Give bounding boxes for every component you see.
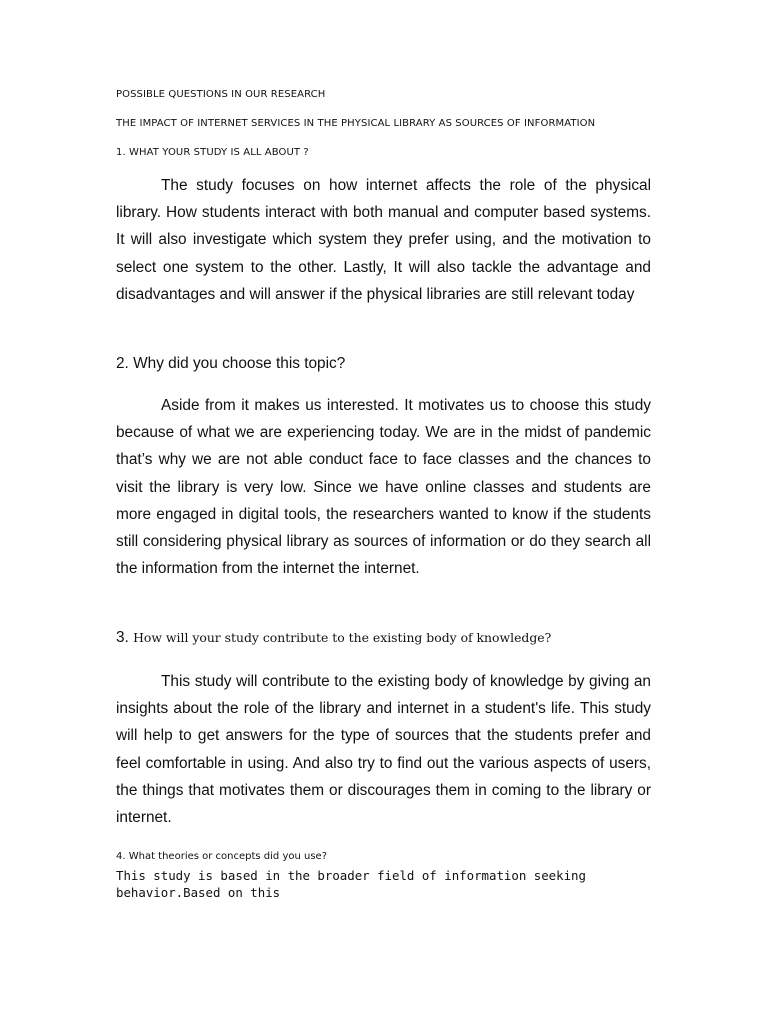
question-1-heading: 1. WHAT YOUR STUDY IS ALL ABOUT ? [116, 147, 309, 158]
question-3-answer: This study will contribute to the existing body of knowledge by giving an insights about the role of the library and internet in a student's life. This study will help to get answers for the type of sources that the students prefer and feel comfortable in using. And also try to find out the various aspects of users, the things that motivates them or discourages them in coming to the library or internet. [116, 673, 651, 827]
question-3-heading [116, 629, 551, 647]
research-title: THE IMPACT OF INTERNET SERVICES IN THE PHYSICAL LIBRARY AS SOURCES OF INFORMATION [116, 118, 596, 129]
header-title: POSSIBLE QUESTIONS IN OUR RESEARCH [116, 89, 326, 100]
question-2-heading: 2. Why did you choose this topic? [116, 355, 346, 372]
question-4-answer: This study is based in the broader field of information seeking behavior.Based on this [116, 868, 586, 900]
question-4-heading: 4. What theories or concepts did you use? [116, 851, 328, 862]
question-2-answer: Aside from it makes us interested. It motivates us to choose this study because of what we are experiencing today. We are in the midst of pandemic that’s why we are not able conduct face to face classes and the chances to visit the library is very low. Since we have online classes and students are more engaged in digital tools, the researchers wanted to know if the students still considering physical library as sources of information or do they search all the information from the internet the internet. [116, 397, 651, 578]
question-3-number: 3. [116, 629, 129, 646]
question-1-answer: The study focuses on how internet affects the role of the physical library. How students interact with both manual and computer based systems. It will also investigate which system they prefer using, and the motivation to select one system to the other. Lastly, It will also tackle the advantage and disadvantages and will answer if the physical libraries are still relevant today [116, 177, 651, 303]
question-3-text: How will your study contribute to the existing body of knowledge? [133, 630, 552, 645]
